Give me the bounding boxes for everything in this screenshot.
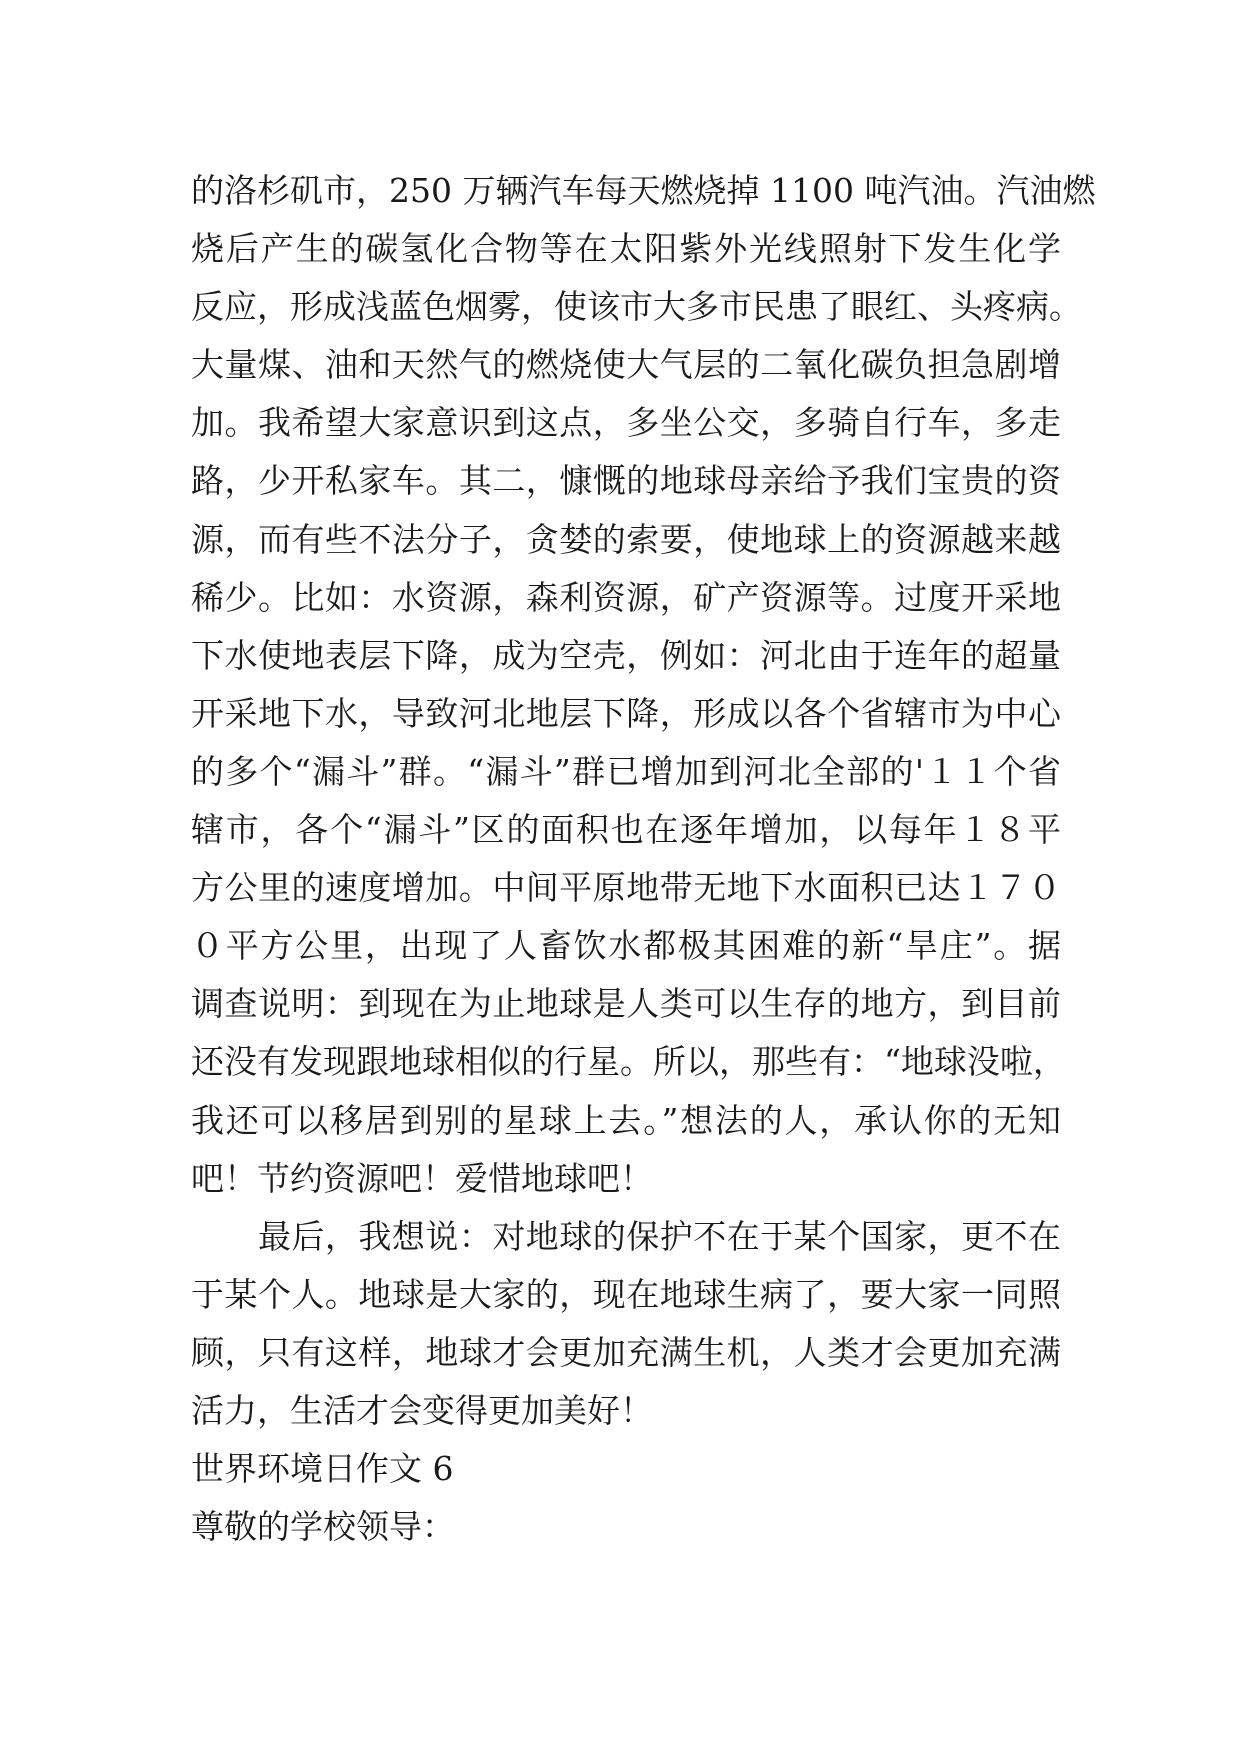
text-line: ０平方公里，出现了人畜饮水都极其困难的新“旱庄”。据 (191, 926, 1061, 966)
document-body (191, 162, 1096, 1556)
text-line: 的多个“漏斗”群。“漏斗”群已增加到河北全部的'１１个省 (191, 751, 1061, 791)
text-line: 吧！节约资源吧！爱惜地球吧！ (191, 1158, 653, 1198)
text-line: 加。我希望大家意识到这点，多坐公交，多骑自行车，多走 (191, 403, 1061, 443)
text-line: 活力，生活才会变得更加美好！ (191, 1390, 653, 1430)
text-line: 开采地下水，导致河北地层下降，形成以各个省辖市为中心 (191, 693, 1061, 733)
text-line: 稀少。比如：水资源，森利资源，矿产资源等。过度开采地 (191, 577, 1061, 617)
text-line: 还没有发现跟地球相似的行星。所以，那些有：“地球没啦， (191, 1042, 1066, 1082)
text-line: 顾，只有这样，地球才会更加充满生机，人类才会更加充满 (191, 1332, 1061, 1372)
text-line: 源，而有些不法分子，贪婪的索要，使地球上的资源越来越 (191, 519, 1061, 559)
salutation: 尊敬的学校领导： (191, 1507, 455, 1547)
text-line: 的洛杉矶市，250 万辆汽车每天燃烧掉 1100 吨汽油。汽油燃 (191, 171, 1096, 210)
text-line: 调查说明：到现在为止地球是人类可以生存的地方，到目前 (191, 984, 1061, 1024)
text-line: 路，少开私家车。其二，慷慨的地球母亲给予我们宝贵的资 (191, 461, 1061, 501)
section-heading: 世界环境日作文 6 (191, 1449, 454, 1489)
text-line: 辖市，各个“漏斗”区的面积也在逐年增加，以每年１８平 (191, 810, 1061, 850)
text-line: 反应，形成浅蓝色烟雾，使该市大多市民患了眼红、头疼病。 (191, 287, 1082, 327)
text-line: 于某个人。地球是大家的，现在地球生病了，要大家一同照 (191, 1274, 1061, 1314)
text-line: 方公里的速度增加。中间平原地带无地下水面积已达１７０ (191, 868, 1061, 908)
text-line: 最后，我想说：对地球的保护不在于某个国家，更不在 (191, 1216, 1061, 1256)
text-line: 大量煤、油和天然气的燃烧使大气层的二氧化碳负担急剧增 (191, 345, 1061, 385)
text-line: 我还可以移居到别的星球上去。”想法的人，承认你的无知 (191, 1100, 1061, 1140)
text-line: 烧后产生的碳氢化合物等在太阳紫外光线照射下发生化学 (191, 229, 1061, 269)
text-line: 下水使地表层下降，成为空壳，例如：河北由于连年的超量 (191, 635, 1061, 675)
